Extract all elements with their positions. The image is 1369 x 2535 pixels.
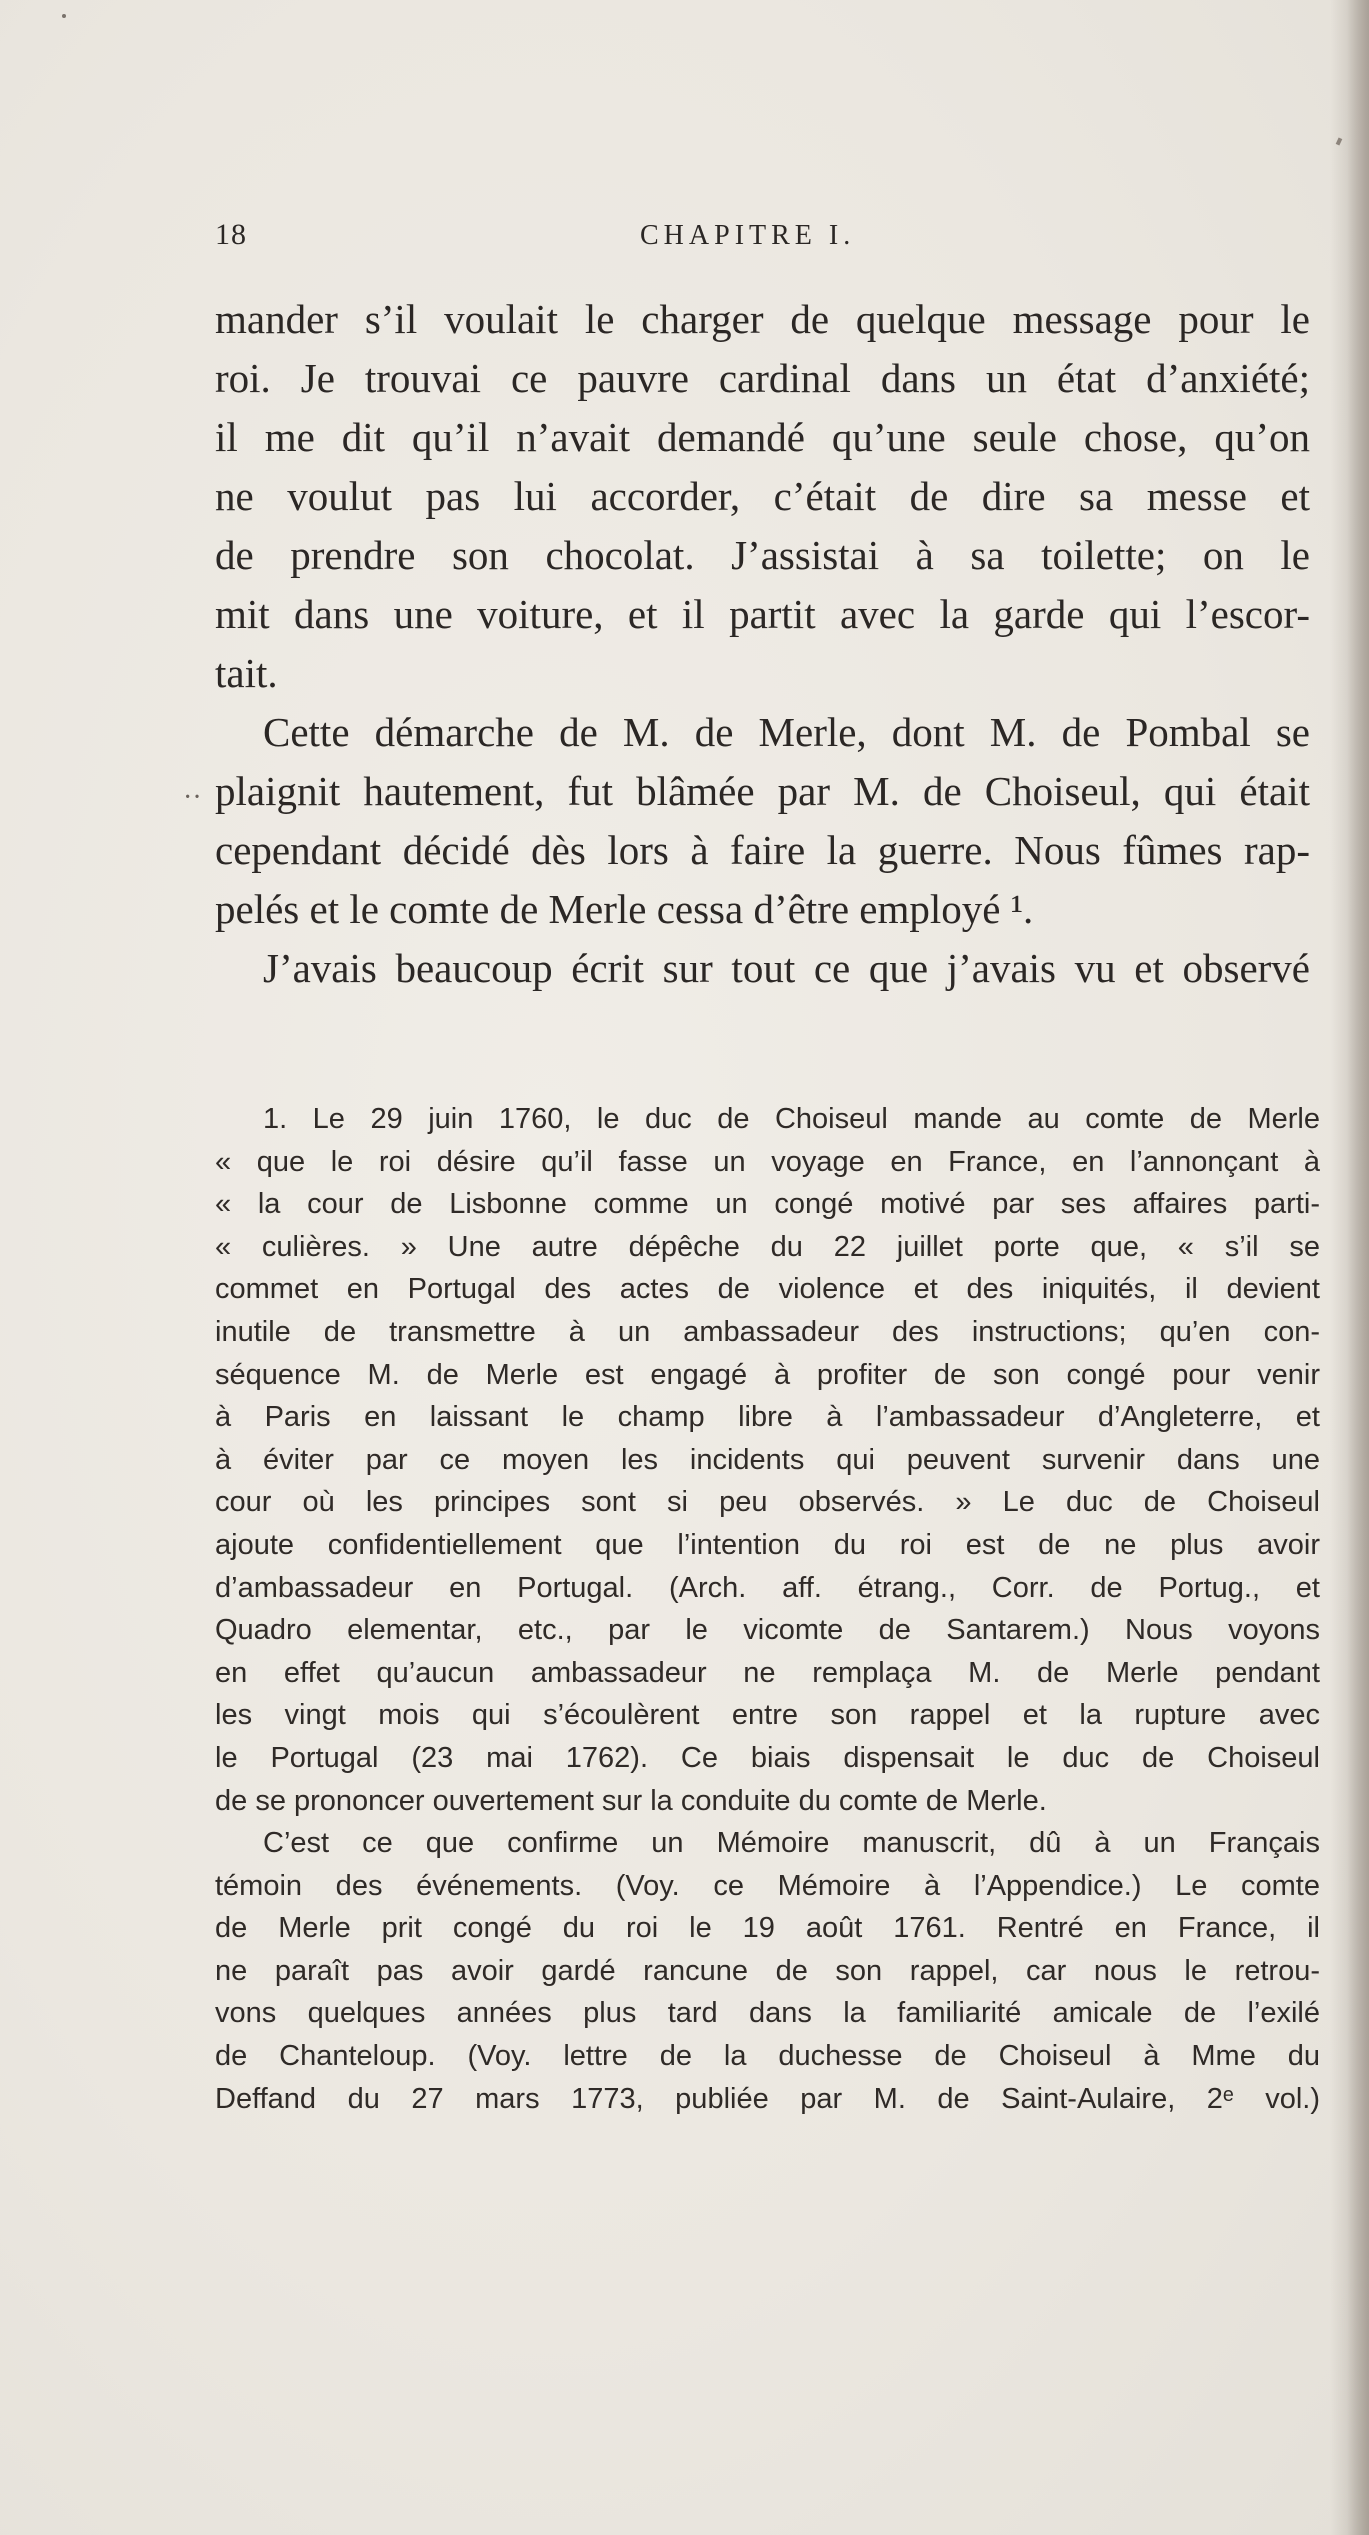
page-number: 18: [215, 218, 247, 251]
text-line: plaignit hautement, fut blâmée par M. de Choiseul, qui était: [215, 768, 1310, 814]
margin-mark: ··: [183, 782, 202, 813]
text-line: mander s’il voulait le charger de quelque message pour le: [215, 296, 1310, 342]
footnote-line: « culières. » Une autre dépêche du 22 juillet porte que, « s’il se: [215, 1230, 1320, 1263]
footnote-line: de Chanteloup. (Voy. lettre de la duchesse de Choiseul à Mme du: [215, 2040, 1320, 2073]
footnote-line: Deffand du 27 mars 1773, publiée par M. de Saint-Aulaire, 2ᵉ vol.): [215, 2082, 1320, 2115]
footnote-line: de Merle prit congé du roi le 19 août 1761. Rentré en France, il: [215, 1912, 1320, 1945]
footnote-line: ne paraît pas avoir gardé rancune de son rappel, car nous le retrou-: [215, 1954, 1320, 1987]
footnote-line: à éviter par ce moyen les incidents qui peuvent survenir dans une: [215, 1443, 1320, 1476]
text-line: Cette démarche de M. de Merle, dont M. de Pombal se: [263, 709, 1310, 755]
footnote-line: ajoute confidentiellement que l’intention du roi est de ne plus avoir: [215, 1528, 1320, 1561]
text-line: J’avais beaucoup écrit sur tout ce que j’avais vu et observé: [263, 945, 1310, 991]
footnote-line: séquence M. de Merle est engagé à profiter de son congé pour venir: [215, 1358, 1320, 1391]
page-header: [215, 218, 1315, 258]
footnote-line: C’est ce que confirme un Mémoire manuscrit, dû à un Français: [263, 1827, 1320, 1860]
footnote-line: le Portugal (23 mai 1762). Ce biais dispensait le duc de Choiseul: [215, 1741, 1320, 1774]
footnote-line: inutile de transmettre à un ambassadeur des instructions; qu’en con-: [215, 1315, 1320, 1348]
footnote-line: à Paris en laissant le champ libre à l’ambassadeur d’Angleterre, et: [215, 1401, 1320, 1434]
page-speck: [1336, 137, 1343, 145]
text-line: tait.: [215, 650, 278, 696]
footnote-line: vons quelques années plus tard dans la familiarité amicale de l’exilé: [215, 1997, 1320, 2030]
footnote-line: de se prononcer ouvertement sur la conduite du comte de Merle.: [215, 1784, 1047, 1817]
text-line: roi. Je trouvai ce pauvre cardinal dans un état d’anxiété;: [215, 355, 1310, 401]
footnote-line: Quadro elementar, etc., par le vicomte de Santarem.) Nous voyons: [215, 1614, 1320, 1647]
footnote-line: cour où les principes sont si peu observés. » Le duc de Choiseul: [215, 1486, 1320, 1519]
footnote-line: commet en Portugal des actes de violence et des iniquités, il devient: [215, 1273, 1320, 1306]
text-line: pelés et le comte de Merle cessa d’être employé ¹.: [215, 886, 1034, 932]
footnote-line: en effet qu’aucun ambassadeur ne remplaça M. de Merle pendant: [215, 1656, 1320, 1689]
page-speck: [62, 14, 66, 18]
page-edge-shadow: [1347, 0, 1369, 2535]
running-head: CHAPITRE I.: [640, 220, 856, 251]
text-line: il me dit qu’il n’avait demandé qu’une seule chose, qu’on: [215, 414, 1310, 460]
text-line: ne voulut pas lui accorder, c’était de dire sa messe et: [215, 473, 1310, 519]
footnote-line: « la cour de Lisbonne comme un congé motivé par ses affaires parti-: [215, 1188, 1320, 1221]
text-line: cependant décidé dès lors à faire la guerre. Nous fûmes rap-: [215, 827, 1310, 873]
footnote-line: témoin des événements. (Voy. ce Mémoire à l’Appendice.) Le comte: [215, 1869, 1320, 1902]
text-line: de prendre son chocolat. J’assistai à sa toilette; on le: [215, 532, 1310, 578]
footnote-line: d’ambassadeur en Portugal. (Arch. aff. étrang., Corr. de Portug., et: [215, 1571, 1320, 1604]
footnotes: [215, 1098, 1320, 2120]
text-line: mit dans une voiture, et il partit avec la garde qui l’escor-: [215, 591, 1310, 637]
main-text: [215, 290, 1310, 998]
footnote-line: « que le roi désire qu’il fasse un voyage en France, en l’annonçant à: [215, 1145, 1320, 1178]
footnote-line: les vingt mois qui s’écoulèrent entre son rappel et la rupture avec: [215, 1699, 1320, 1732]
footnote-line: 1. Le 29 juin 1760, le duc de Choiseul mande au comte de Merle: [263, 1103, 1320, 1135]
